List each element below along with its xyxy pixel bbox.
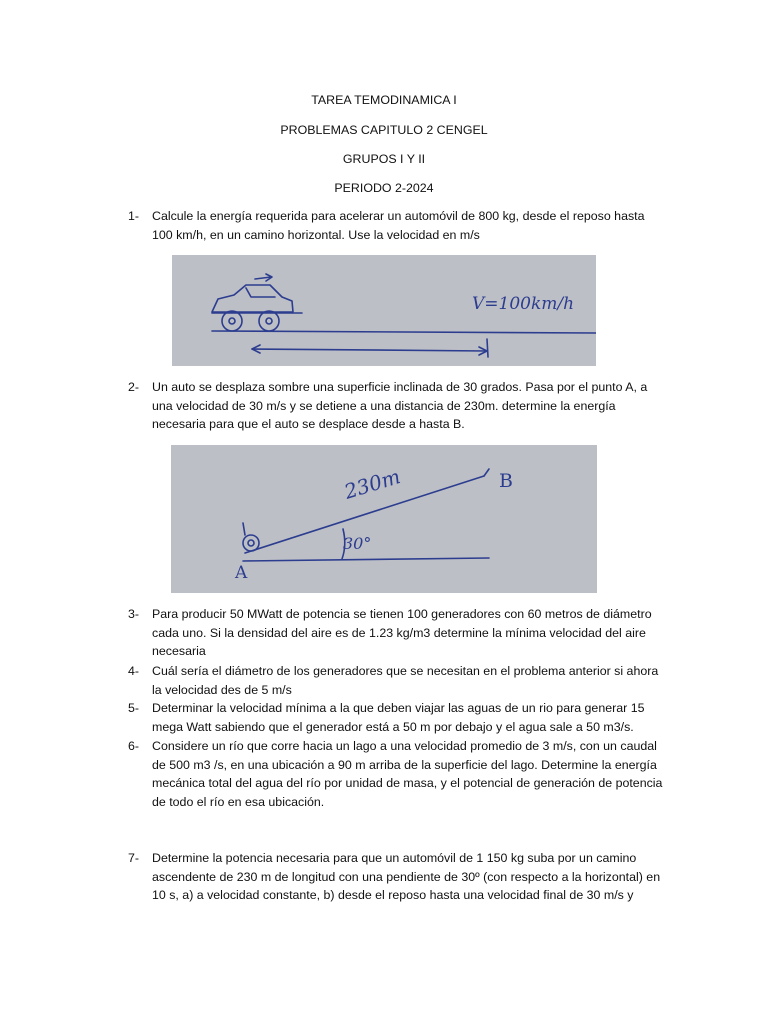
problem-text: Para producir 50 MWatt de potencia se tienen 100 generadores con 60 metros de diámetro cada uno. Si la densidad del aire es de 1.23 kg/m3 determine la mínima velocidad del aire necesaria (152, 607, 652, 659)
problem-number: 7- (128, 851, 140, 865)
problem-text: Considere un río que corre hacia un lago a una velocidad promedio de 3 m/s, con un caudal de 500 m3 /s, en una ubicación a 90 m arriba de la superficie del lago. Determine la energía mecánica total del agua del río por unidad de masa, y el potencial de generación de potencia de todo el río en esa ubicación. (152, 739, 663, 809)
header-groups: GRUPOS I Y II (342, 152, 426, 166)
header-period: PERIODO 2-2024 (334, 181, 434, 195)
problem-text: Determine la potencia necesaria para que un automóvil de 1 150 kg suba por un camino ascendente de 230 m de longitud con una pendiente de 30º (con respecto a la horizontal) en 10 s, a) a velocidad constante, b) desde el reposo hasta una velocidad final de 30 m/s y (152, 851, 661, 903)
problem-text: Calcule la energía requerida para acelerar un automóvil de 800 kg, desde el reposo hasta 100 km/h, en un camino horizontal. Use la velocidad en m/s (152, 209, 645, 242)
incline-drawing (171, 445, 597, 593)
problem-number: 6- (128, 739, 140, 753)
problem-text: Un auto se desplaza sombre una superficie inclinada de 30 grados. Pasa por el punto A, a una velocidad de 30 m/s y se detiene a una distancia de 230m. determine la energía necesaria para que el auto se desplace desde a hasta B. (152, 380, 648, 432)
figure-incline (171, 445, 597, 593)
length-label: 230m (341, 464, 404, 504)
velocity-label: V=100km/h (472, 294, 575, 314)
problem-text: Cuál sería el diámetro de los generadores que se necesitan en el problema anterior si ahora la velocidad des de 5 m/s (152, 664, 659, 697)
problem-number: 5- (128, 701, 140, 715)
problem-text: Determinar la velocidad mínima a la que deben viajar las aguas de un rio para generar 15 mega Watt sabiendo que el generador está a 50 m por debajo y el agua sale a 50 m3/s. (152, 701, 645, 734)
figure-car-horizontal (172, 255, 596, 366)
car-horizontal-drawing (172, 255, 596, 366)
header-title: TAREA TEMODINAMICA I (311, 93, 457, 107)
header-subtitle: PROBLEMAS CAPITULO 2 CENGEL (280, 123, 488, 137)
problem-number: 2- (128, 380, 140, 394)
problem-number: 4- (128, 664, 140, 678)
problem-number: 3- (128, 607, 140, 621)
point-a-label: A (235, 563, 248, 583)
angle-label: 30° (343, 534, 372, 553)
problem-number: 1- (128, 209, 140, 223)
point-b-label: B (499, 470, 513, 492)
